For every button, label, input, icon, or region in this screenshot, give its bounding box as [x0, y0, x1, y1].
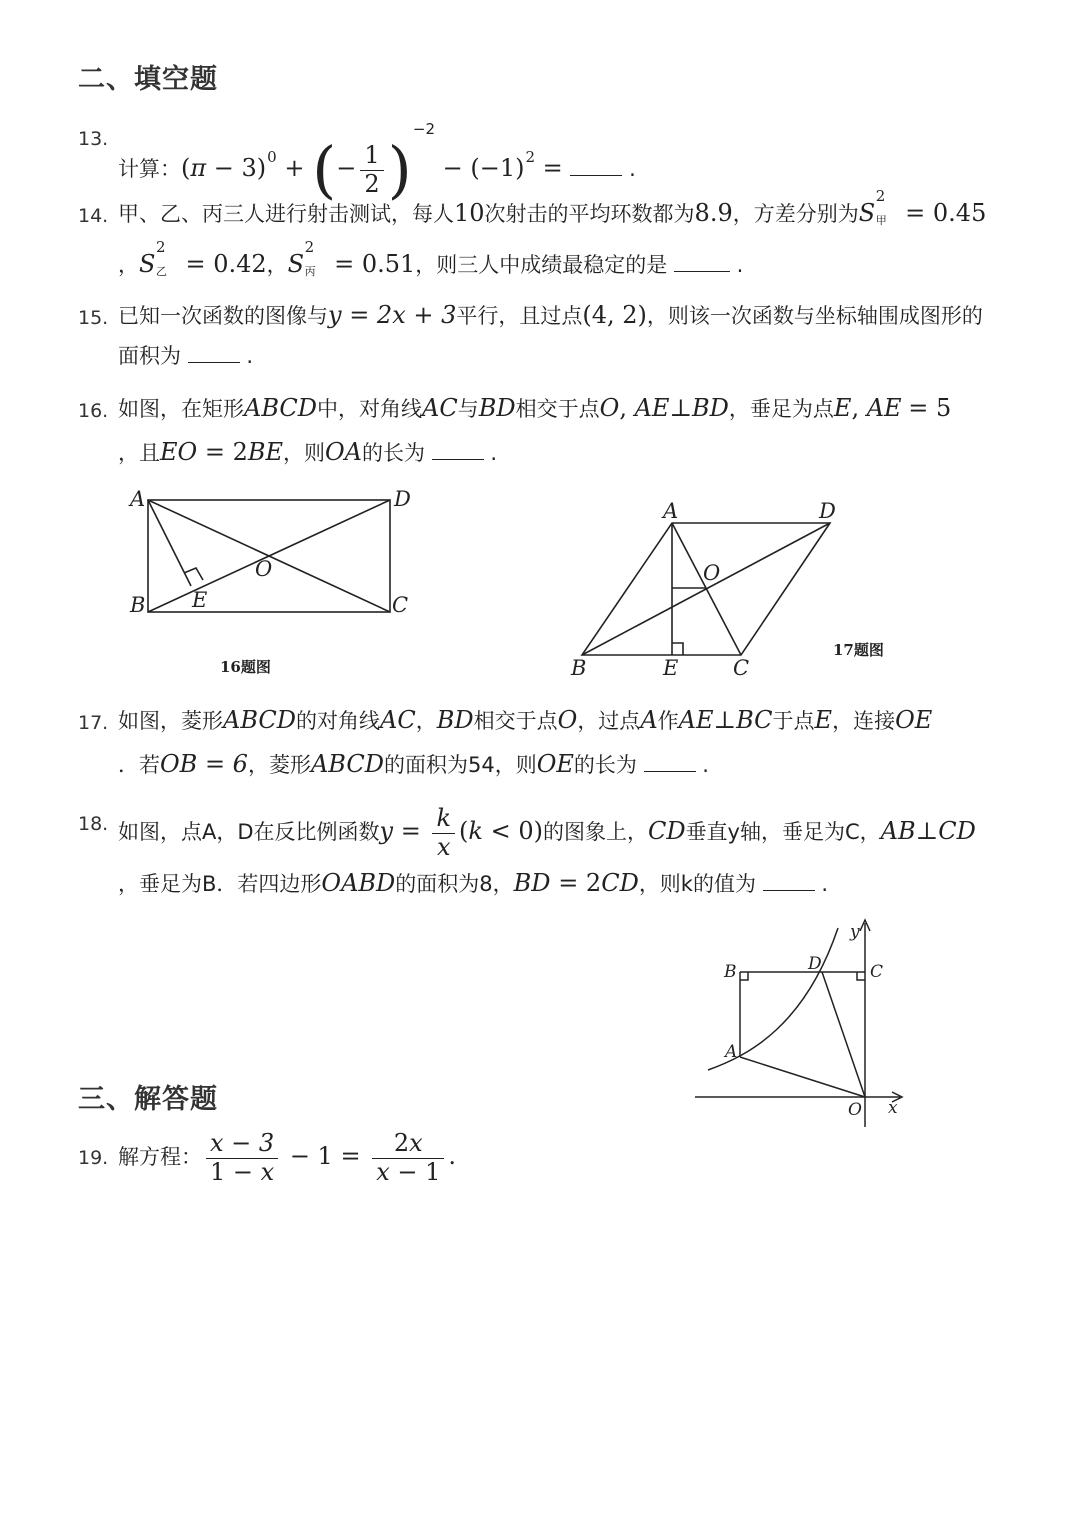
question-14-line1: 甲、乙、丙三人进行射击测试，每人10次射击的平均环数都为8.9，方差分别为S 2 甲 = 0.45: [118, 187, 987, 227]
section-title-answer: 三、解答题: [78, 1084, 218, 1115]
question-number: 15.: [78, 307, 109, 329]
answer-blank: [432, 459, 484, 460]
question-15-line2: 面积为 .: [118, 344, 254, 368]
question-17-line2: ．若OB = 6，菱形ABCD的面积为54，则OE的长为 .: [118, 750, 709, 778]
q13-prefix: 计算：: [118, 157, 181, 181]
answer-blank: [763, 890, 815, 891]
figure-16-rectangle: [120, 482, 430, 687]
svg-text:E: E: [663, 656, 679, 680]
svg-text:A: A: [663, 499, 679, 523]
answer-blank: [570, 175, 622, 176]
question-number: 17.: [78, 712, 109, 734]
svg-text:C: C: [733, 656, 750, 680]
svg-text:x: x: [888, 1098, 898, 1118]
question-number: 18.: [78, 813, 109, 835]
svg-text:E: E: [192, 588, 208, 612]
svg-text:O: O: [255, 557, 273, 581]
svg-text:A: A: [725, 1042, 738, 1062]
svg-text:C: C: [392, 593, 409, 617]
svg-text:B: B: [724, 962, 737, 982]
question-18-line2: ，垂足为B．若四边形OABD的面积为8，BD = 2CD，则k的值为 .: [118, 869, 829, 897]
figure-17-rhombus: [565, 490, 905, 690]
question-16-line2: ，且EO = 2BE，则OA的长为 .: [118, 438, 498, 466]
question-number: 14.: [78, 205, 109, 227]
svg-text:D: D: [394, 487, 411, 511]
svg-text:y: y: [850, 922, 860, 942]
svg-text:D: D: [808, 954, 822, 974]
svg-text:B: B: [571, 656, 587, 680]
question-number: 19.: [78, 1147, 109, 1169]
answer-blank: [644, 771, 696, 772]
q13-term1: $(\pi - 3)^0$ +: [181, 148, 313, 182]
section-title-fill-in: 二、填空题: [78, 64, 218, 95]
q13-fraction: $\frac{1}{2}$: [360, 142, 383, 198]
svg-text:O: O: [848, 1100, 862, 1120]
figure-18-inverse-function: [690, 915, 920, 1130]
svg-text:D: D: [819, 499, 836, 523]
question-17-line1: 如图，菱形ABCD的对角线AC，BD相交于点O，过点A作AE⊥BC于点E，连接OE: [118, 706, 933, 734]
question-16-line1: 如图，在矩形ABCD中，对角线AC与BD相交于点O, AE⊥BD，垂足为点E, AE = 5: [118, 394, 952, 422]
question-number: 16.: [78, 400, 109, 422]
svg-text:C: C: [870, 962, 884, 982]
question-14-line2: ，S 2 乙 = 0.42，S 2 丙 = 0.51，则三人中成绩最稳定的是 .: [118, 238, 744, 278]
question-13: 计算：$(\pi - 3)^0$ + (− $\frac{1}{2}$ )$^{-2} - (-1)^2$ = .: [118, 120, 636, 206]
answer-blank: [674, 271, 730, 272]
svg-text:B: B: [130, 593, 146, 617]
figure-16-caption: 16题图: [220, 658, 271, 676]
question-15-line1: 已知一次函数的图像与y = 2x + 3平行，且过点(4, 2)，则该一次函数与坐标轴围成图形的: [118, 301, 983, 329]
svg-text:A: A: [130, 487, 146, 511]
figure-17-caption: 17题图: [833, 641, 884, 659]
svg-text:O: O: [703, 561, 721, 585]
answer-blank: [188, 362, 240, 363]
question-number: 13.: [78, 128, 109, 150]
question-19: 解方程： $\frac{x - 3}{1 - x}$ − 1 = $\frac{2x}{x - 1}$ .: [118, 1129, 457, 1186]
question-18-line1: 如图，点A，D在反比例函数y = $\frac{k}{x}$ (k < 0)的图象上，CD垂直y轴，垂足为C，AB⊥CD: [118, 804, 976, 861]
